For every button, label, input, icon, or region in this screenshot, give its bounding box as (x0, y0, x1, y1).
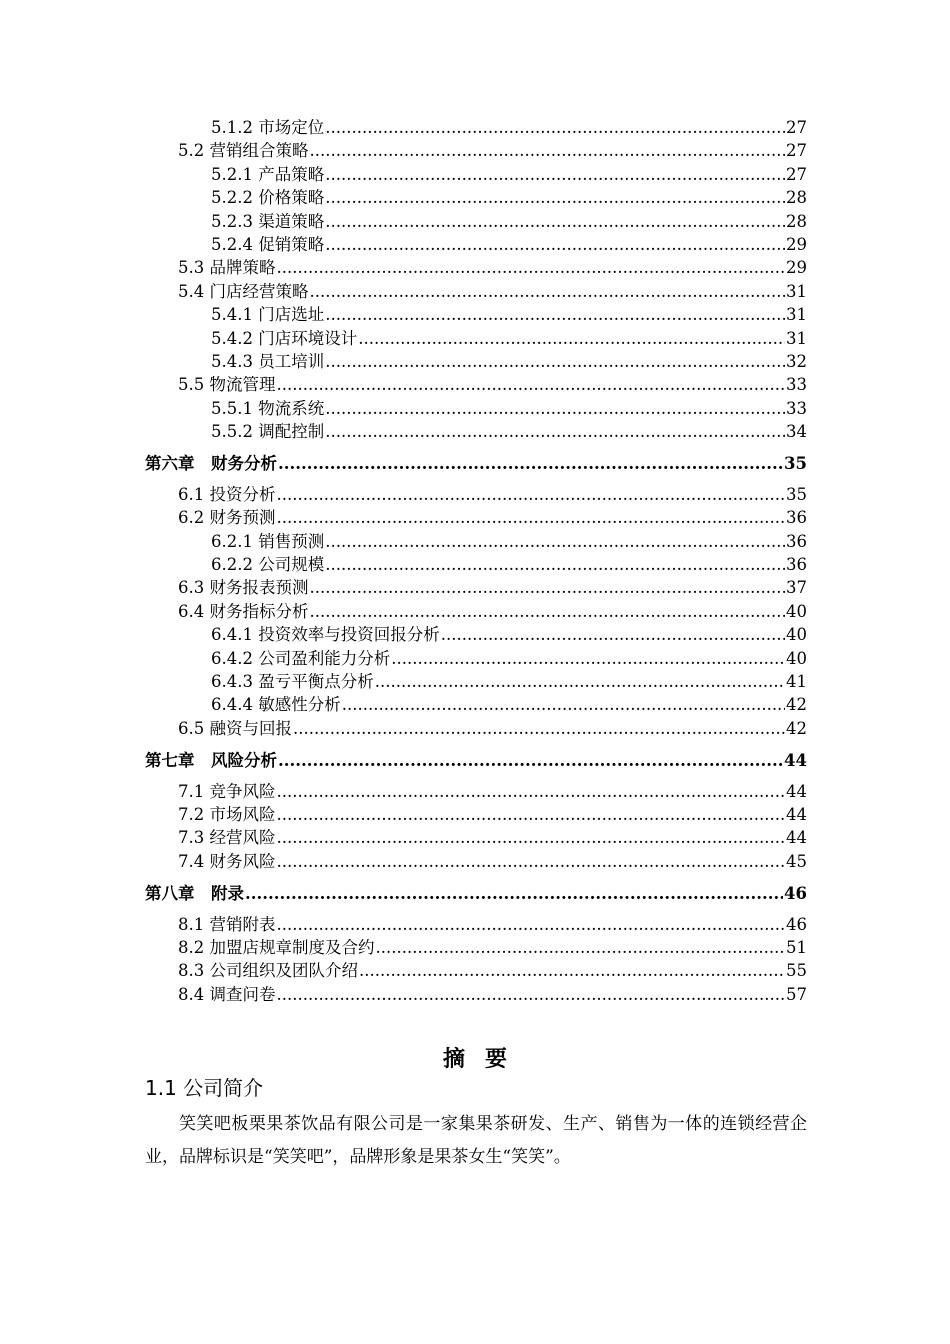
toc-leader-dots (325, 350, 785, 373)
toc-entry-label: 8.2 加盟店规章制度及合约 (178, 937, 375, 957)
toc-page-number: 29 (786, 258, 807, 278)
toc-entry[interactable] (145, 623, 807, 646)
toc-entry-label: 6.2.2 公司规模 (211, 555, 325, 575)
toc-leader-dots (376, 936, 786, 959)
toc-entry[interactable] (145, 420, 807, 443)
toc-page-number: 41 (786, 671, 807, 691)
toc-page-number: 28 (786, 188, 807, 208)
toc-page-number: 36 (786, 508, 807, 528)
toc-entry[interactable] (145, 803, 807, 826)
toc-page-number: 34 (786, 422, 807, 442)
toc-leader-dots (278, 452, 783, 475)
toc-leader-dots (325, 210, 785, 233)
toc-leader-dots (310, 600, 786, 623)
toc-entry-label: 6.4.1 投资效率与投资回报分析 (211, 625, 440, 645)
toc-page-number: 31 (786, 328, 807, 348)
toc-entry-label: 5.2.4 促销策略 (211, 234, 325, 254)
toc-entry-label: 5.5 物流管理 (178, 375, 276, 395)
toc-leader-dots (325, 163, 785, 186)
toc-page-number: 40 (786, 625, 807, 645)
company-intro-paragraph: 笑笑吧板栗果茶饮品有限公司是一家集果茶研发、生产、销售为一体的连锁经营企业，品牌标识是“笑笑吧”，品牌形象是果茶女生“笑笑”。 (145, 1114, 807, 1167)
toc-entry-label: 6.4 财务指标分析 (178, 601, 309, 621)
summary-title: 摘要 (442, 1047, 527, 1072)
toc-entry-label: 5.5.2 调配控制 (211, 422, 325, 442)
toc-page-number: 44 (786, 828, 807, 848)
toc-entry[interactable] (145, 233, 807, 256)
toc-entry[interactable] (145, 373, 807, 396)
toc-entry-label: 5.2 营销组合策略 (178, 141, 309, 161)
toc-page-number: 40 (786, 648, 807, 668)
toc-entry[interactable] (145, 850, 807, 873)
toc-entry[interactable] (145, 693, 807, 716)
toc-entry-label: 7.1 竞争风险 (178, 781, 276, 801)
toc-page-number: 36 (786, 555, 807, 575)
toc-entry[interactable] (145, 210, 807, 233)
toc-entry-label: 8.3 公司组织及团队介绍 (178, 961, 358, 981)
toc-page-number: 57 (786, 984, 807, 1004)
toc-entry-label: 5.4.1 门店选址 (211, 305, 325, 325)
toc-leader-dots (277, 850, 786, 873)
toc-entry[interactable] (145, 913, 807, 936)
toc-entry-label: 7.4 财务风险 (178, 851, 276, 871)
toc-entry-label: 5.2.3 渠道策略 (211, 211, 325, 231)
toc-leader-dots (325, 397, 785, 420)
toc-entry[interactable] (145, 280, 807, 303)
toc-leader-dots (375, 670, 785, 693)
toc-page-number: 42 (786, 695, 807, 715)
toc-leader-dots (277, 506, 786, 529)
toc-entry-label: 第六章 财务分析 (145, 454, 277, 474)
toc-entry-label: 7.3 经营风险 (178, 828, 276, 848)
toc-leader-dots (278, 749, 783, 772)
section-heading: 1.1 公司简介 (145, 1076, 264, 1100)
toc-entry[interactable] (145, 600, 807, 623)
toc-leader-dots (277, 803, 786, 826)
toc-entry-label: 5.4.3 员工培训 (211, 351, 325, 371)
toc-entry[interactable] (145, 327, 807, 350)
toc-chapter-entry[interactable] (145, 882, 807, 905)
toc-entry[interactable] (145, 553, 807, 576)
toc-page-number: 31 (786, 281, 807, 301)
toc-entry[interactable] (145, 303, 807, 326)
toc-leader-dots (325, 530, 785, 553)
toc-entry-label: 6.3 财务报表预测 (178, 578, 309, 598)
toc-leader-dots (277, 256, 786, 279)
toc-page-number: 46 (784, 884, 807, 904)
toc-page-number: 40 (786, 601, 807, 621)
toc-leader-dots (325, 303, 785, 326)
toc-page-number: 27 (786, 141, 807, 161)
toc-entry-label: 6.4.3 盈亏平衡点分析 (211, 671, 374, 691)
toc-leader-dots (359, 959, 785, 982)
toc-entry[interactable] (145, 670, 807, 693)
toc-leader-dots (342, 693, 785, 716)
toc-page-number: 55 (786, 961, 807, 981)
toc-entry-label: 6.1 投资分析 (178, 484, 276, 504)
toc-page-number: 51 (786, 937, 807, 957)
toc-leader-dots (310, 139, 786, 162)
toc-entry[interactable] (145, 959, 807, 982)
toc-entry[interactable] (145, 186, 807, 209)
toc-entry-label: 5.4.2 门店环境设计 (211, 328, 358, 348)
toc-page-number: 35 (784, 454, 807, 474)
table-of-contents (145, 116, 807, 1006)
toc-leader-dots (441, 623, 785, 646)
toc-page-number: 42 (786, 718, 807, 738)
toc-page-number: 44 (784, 751, 807, 771)
toc-leader-dots (310, 576, 786, 599)
toc-page-number: 32 (786, 351, 807, 371)
toc-entry[interactable] (145, 350, 807, 373)
toc-entry-label: 5.3 品牌策略 (178, 258, 276, 278)
toc-page-number: 33 (786, 375, 807, 395)
toc-page-number: 46 (786, 914, 807, 934)
toc-entry-label: 6.5 融资与回报 (178, 718, 292, 738)
toc-leader-dots (325, 116, 785, 139)
toc-entry[interactable] (145, 530, 807, 553)
toc-page-number: 37 (786, 578, 807, 598)
toc-leader-dots (277, 780, 786, 803)
toc-entry[interactable] (145, 506, 807, 529)
toc-entry-label: 6.2.1 销售预测 (211, 531, 325, 551)
toc-entry-label: 5.4 门店经营策略 (178, 281, 309, 301)
toc-leader-dots (391, 647, 785, 670)
toc-page-number: 33 (786, 398, 807, 418)
toc-page-number: 29 (786, 234, 807, 254)
toc-entry-label: 6.4.4 敏感性分析 (211, 695, 341, 715)
toc-leader-dots (277, 826, 786, 849)
toc-leader-dots (277, 913, 786, 936)
toc-leader-dots (277, 373, 786, 396)
toc-entry-label: 第八章 附录 (145, 884, 244, 904)
toc-chapter-entry[interactable] (145, 749, 807, 772)
toc-leader-dots (358, 327, 785, 350)
toc-entry[interactable] (145, 116, 807, 139)
toc-page-number: 35 (786, 484, 807, 504)
toc-leader-dots (325, 233, 785, 256)
toc-leader-dots (293, 717, 785, 740)
toc-page-number: 27 (786, 164, 807, 184)
toc-entry-label: 8.1 营销附表 (178, 914, 276, 934)
toc-entry[interactable] (145, 936, 807, 959)
toc-entry[interactable] (145, 576, 807, 599)
toc-leader-dots (277, 483, 786, 506)
toc-entry[interactable] (145, 826, 807, 849)
toc-leader-dots (277, 983, 786, 1006)
toc-page-number: 44 (786, 781, 807, 801)
toc-entry-label: 5.5.1 物流系统 (211, 398, 325, 418)
toc-entry[interactable] (145, 139, 807, 162)
toc-entry-label: 7.2 市场风险 (178, 804, 276, 824)
toc-entry[interactable] (145, 256, 807, 279)
toc-entry-label: 5.1.2 市场定位 (211, 118, 325, 137)
toc-leader-dots (325, 553, 785, 576)
toc-entry[interactable] (145, 483, 807, 506)
toc-page-number: 36 (786, 531, 807, 551)
toc-page-number: 27 (786, 118, 807, 137)
toc-entry[interactable] (145, 983, 807, 1006)
toc-leader-dots (325, 420, 785, 443)
toc-leader-dots (245, 882, 783, 905)
toc-entry-label: 6.2 财务预测 (178, 508, 276, 528)
toc-entry-label: 8.4 调查问卷 (178, 984, 276, 1004)
toc-entry[interactable] (145, 397, 807, 420)
toc-page-number: 44 (786, 804, 807, 824)
toc-entry-label: 5.2.1 产品策略 (211, 164, 325, 184)
toc-page-number: 28 (786, 211, 807, 231)
toc-leader-dots (325, 186, 785, 209)
toc-entry[interactable] (145, 163, 807, 186)
toc-entry[interactable] (145, 717, 807, 740)
toc-leader-dots (310, 280, 786, 303)
toc-entry-label: 5.2.2 价格策略 (211, 188, 325, 208)
toc-entry[interactable] (145, 780, 807, 803)
toc-chapter-entry[interactable] (145, 452, 807, 475)
toc-page-number: 31 (786, 305, 807, 325)
toc-entry-label: 6.4.2 公司盈利能力分析 (211, 648, 391, 668)
toc-page-number: 45 (786, 851, 807, 871)
toc-entry-label: 第七章 风险分析 (145, 751, 277, 771)
toc-entry[interactable] (145, 647, 807, 670)
